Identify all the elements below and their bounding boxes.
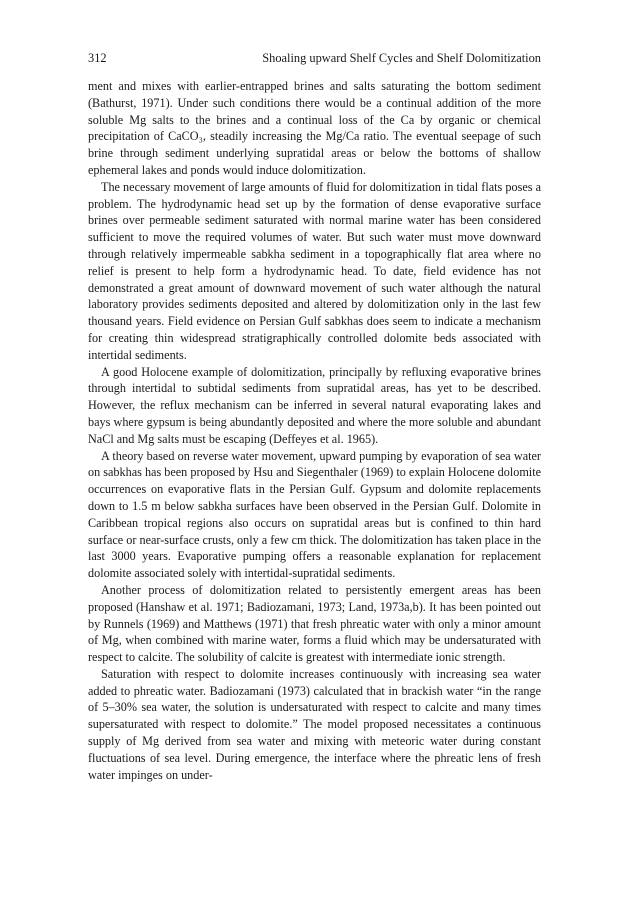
paragraph-6: Saturation with respect to dolomite increases continuously with increasing sea water added to phreatic water. Badiozamani (1973) calculated that in brackish water “in the range of 5–30% sea water, the solution is undersaturated with respect to calcite and many times supersaturated with respect to dolomite.” The model proposed necessitates a continuous supply of Mg derived from sea water and mixing with meteoric water during constant fluctuations of sea level. During emergence, the interface where the phreatic lens of fresh water impinges on under- <box>88 666 541 782</box>
paragraph-2: The necessary movement of large amounts of fluid for dolomitization in tidal flats poses a problem. The hydrodynamic head set up by the formation of dense evaporative surface brines over permeable sediment saturated with normal marine water has been considered sufficient to move the required volumes of water. But such water must move downward through relatively impermeable sabkha sediment in a topographically flat area where no relief is present to help form a hydrodynamic head. To date, field evidence has not demonstrated a great amount of downward movement of such water although the natural laboratory provides sediments deposited and altered by dolomitization only in the last few thousand years. Field evidence on Persian Gulf sabkhas does seem to indicate a mechanism for creating thin widespread stratigraphically controlled dolomite beds associated with intertidal sediments. <box>88 179 541 362</box>
paragraph-3: A good Holocene example of dolomitization, principally by refluxing evaporative brines through intertidal to subtidal sediments from supratidal areas, has yet to be described. However, the reflux mechanism can be inferred in several natural evaporating lakes and bays where gypsum is being abundantly deposited and where the more soluble and abundant NaCl and Mg salts must be escaping (Deffeyes et al. 1965). <box>88 364 541 446</box>
running-head <box>88 50 541 66</box>
paragraph-5: Another process of dolomitization related to persistently emergent areas has been proposed (Hanshaw et al. 1971; Badiozamani, 1973; Land, 1973a,b). It has been pointed out by Runnels (1969) and Matthews (1971) that fresh phreatic water with only a minor amount of Mg, when combined with marine water, forms a fluid which may be undersaturated with respect to calcite. The solubility of calcite is greatest with intermediate ionic strength. <box>88 582 541 665</box>
page-number: 312 <box>88 51 107 65</box>
paragraph-1: ment and mixes with earlier-entrapped brines and salts saturating the bottom sediment (Bathurst, 1971). Under such conditions there would be a continual addition of the more soluble Mg salts to the brines and a continual loss of the Ca by organic or chemical precipitation of CaCO₃, steadily increasing the Mg/Ca ratio. The eventual seepage of such brine through sediment underlying supratidal areas or below the bottoms of shallow ephemeral lakes and ponds would induce dolomitization. <box>88 79 541 177</box>
book-page <box>88 50 541 783</box>
running-title: Shoaling upward Shelf Cycles and Shelf Dolomitization <box>262 51 541 65</box>
body-text <box>88 78 541 783</box>
paragraph-4: A theory based on reverse water movement, upward pumping by evaporation of sea water on sabkhas has been proposed by Hsu and Siegenthaler (1969) to explain Holocene dolomite occurrences on evaporative flats in the Persian Gulf. Gypsum and dolomite replacements down to 1.5 m below sabkha surfaces have been observed in the Persian Gulf. Dolomite in Caribbean tropical regions also occurs on supratidal areas but is confined to thin hard surface or near-surface crusts, only a few cm thick. The dolomitization has taken place in the last 3000 years. Evaporative pumping offers a reasonable explanation for replacement dolomite associated solely with intertidal-supratidal sediments. <box>88 448 541 581</box>
